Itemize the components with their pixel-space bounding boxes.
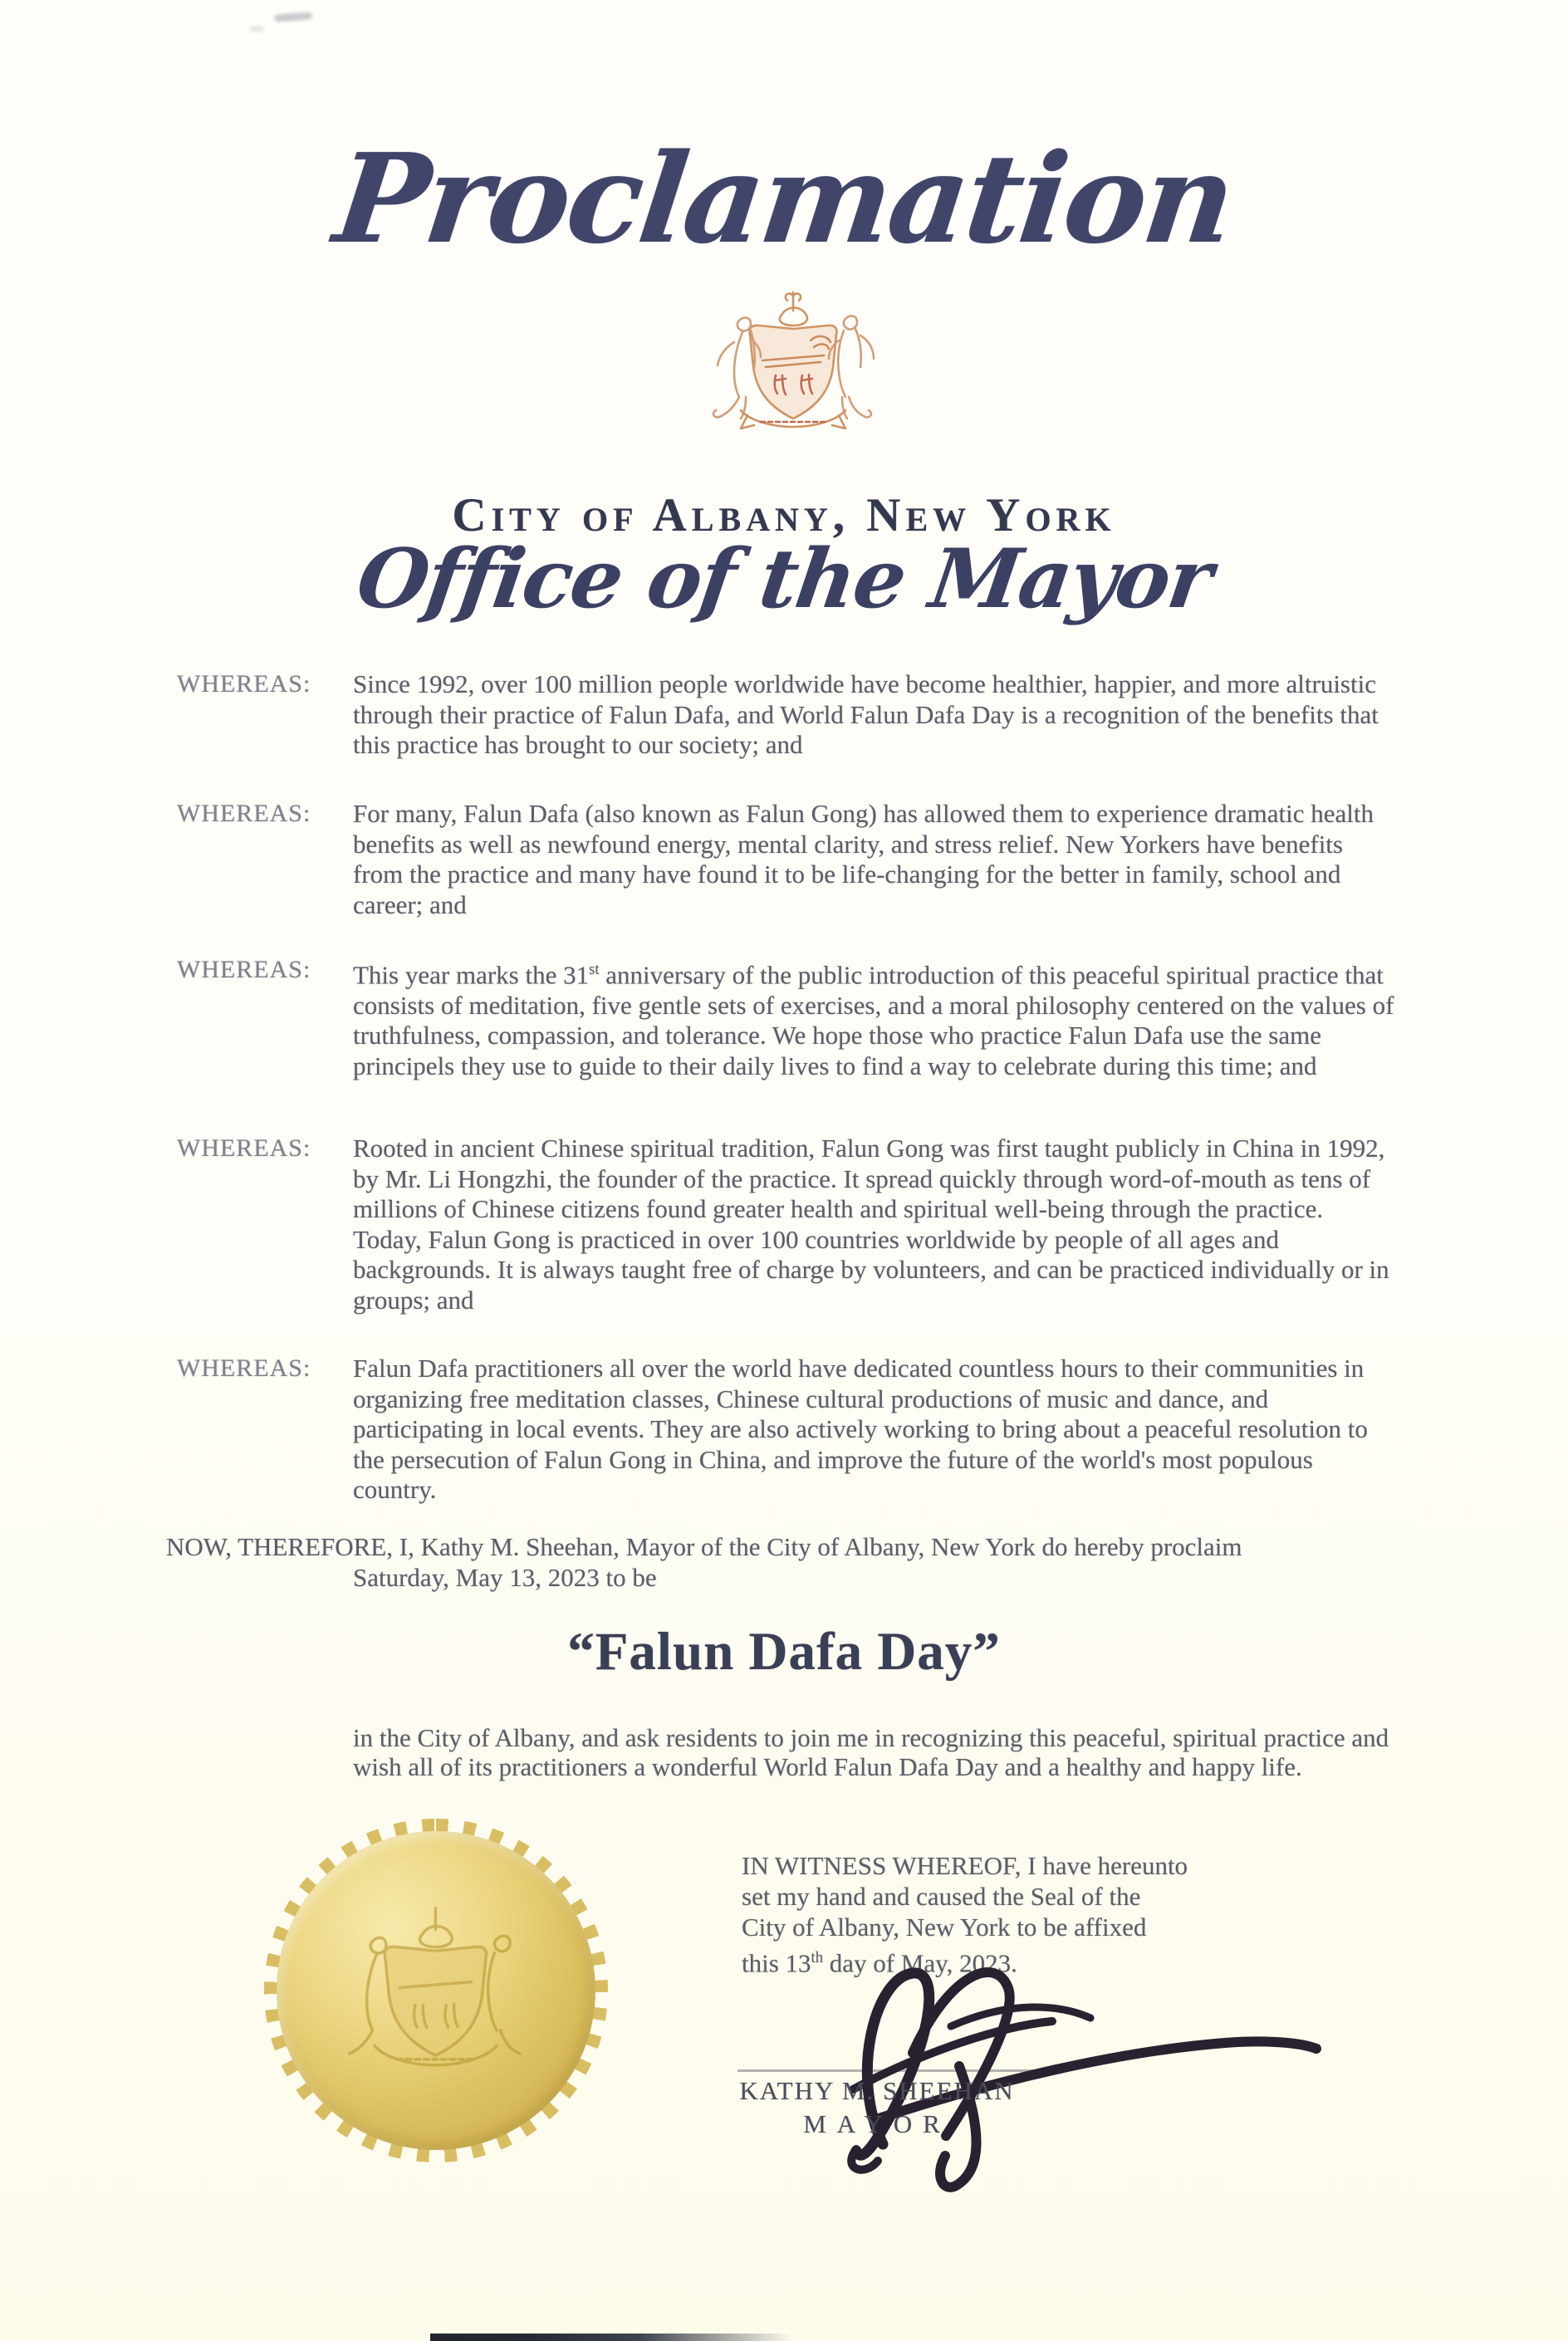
ordinal-superscript: th — [811, 1949, 824, 1966]
signature-line — [737, 2069, 1035, 2072]
page-title: Proclamation — [327, 126, 1241, 271]
now-therefore-line: NOW, THEREFORE, I, Kathy M. Sheehan, Mayor of the City of Albany, New York do hereby proclaim — [166, 1532, 1242, 1561]
mayor-title: MAYOR — [803, 2109, 951, 2138]
witness-line-part: this 13 — [742, 1948, 811, 1978]
whereas-label: WHEREAS: — [177, 1354, 311, 1382]
office-of-the-mayor-heading: Office of the Mayor — [351, 531, 1217, 627]
whereas-label: WHEREAS: — [177, 670, 311, 698]
whereas-label: WHEREAS: — [177, 800, 311, 827]
closing-paragraph: in the City of Albany, and ask residents to join me in recognizing this peaceful, spiritual practice and wish all of its practitioners a wonderful World Falun Dafa Day and a healthy and happy life. — [353, 1723, 1389, 1781]
whereas-text: Since 1992, over 100 million people worldwide have become healthier, happier, and more altruistic through their practice of Falun Dafa, and World Falun Dafa Day is a recognition of the benefits that this practice has brought to our society; and — [353, 669, 1379, 759]
whereas-label: WHEREAS: — [177, 1134, 311, 1162]
scan-edge-artifact — [430, 2334, 792, 2341]
witness-line — [742, 1942, 1373, 1978]
whereas-text-part: This year marks the 31 — [353, 960, 590, 990]
whereas-label: WHEREAS: — [177, 956, 311, 983]
whereas-text-part: anniversary of the public introduction of this peaceful spiritual practice that consists of meditation, five gentle sets of exercises, and a moral philosophy centered on the values of truthfulness, compassion, and tolerance. We hope those who practice Falun Dafa use the same principels they use to guide to their daily lives to find a way to celebrate during this time; and — [353, 960, 1394, 1080]
whereas-text: Rooted in ancient Chinese spiritual tradition, Falun Gong was first taught publicly in China in 1992, by Mr. Li Hongzhi, the founder of the practice. It spread quickly through word-of-mouth as tens of millions of Chinese citizens found greater health and spiritual well-being through the practice. Today, Falun Gong is practiced in over 100 countries worldwide by people of all ages and backgrounds. It is always taught free of charge by volunteers, and can be practiced individually or in groups; and — [353, 1134, 1389, 1315]
witness-line: IN WITNESS WHEREOF, I have hereunto — [742, 1851, 1188, 1880]
whereas-text: Falun Dafa practitioners all over the world have dedicated countless hours to their communities in organizing free meditation classes, Chinese cultural productions of music and dance, and participating in local events. They are also actively working to bring about a peaceful resolution to the persecution of Falun Gong in China, and improve the future of the world's most populous country. — [353, 1354, 1368, 1504]
scan-smudge-mark — [274, 12, 313, 22]
whereas-text — [353, 955, 1398, 1081]
proclamation-date-line: Saturday, May 13, 2023 to be — [353, 1563, 657, 1592]
scan-smudge-mark-small — [249, 27, 264, 32]
witness-line-part: day of May, 2023. — [823, 1948, 1017, 1978]
mayor-name: KATHY M. SHEEHAN — [739, 2076, 1015, 2105]
whereas-text: For many, Falun Dafa (also known as Falun Gong) has allowed them to experience dramatic health benefits as well as newfound energy, mental clarity, and stress relief. New Yorkers have benefits from the practice and many have found it to be life-changing for the better in family, school and career; and — [353, 799, 1374, 919]
seal-embossed-crest — [322, 1877, 550, 2104]
ordinal-superscript: st — [589, 961, 600, 978]
city-heading: City of Albany, New York — [452, 489, 1116, 541]
witness-line: City of Albany, New York to be affixed — [742, 1912, 1147, 1942]
proclamation-name-heading: “Falun Dafa Day” — [567, 1622, 1001, 1682]
gold-city-seal-icon — [264, 1819, 608, 2162]
albany-coat-of-arms-icon — [696, 289, 891, 437]
witness-block — [742, 1850, 1373, 1978]
witness-line: set my hand and caused the Seal of the — [742, 1882, 1141, 1911]
